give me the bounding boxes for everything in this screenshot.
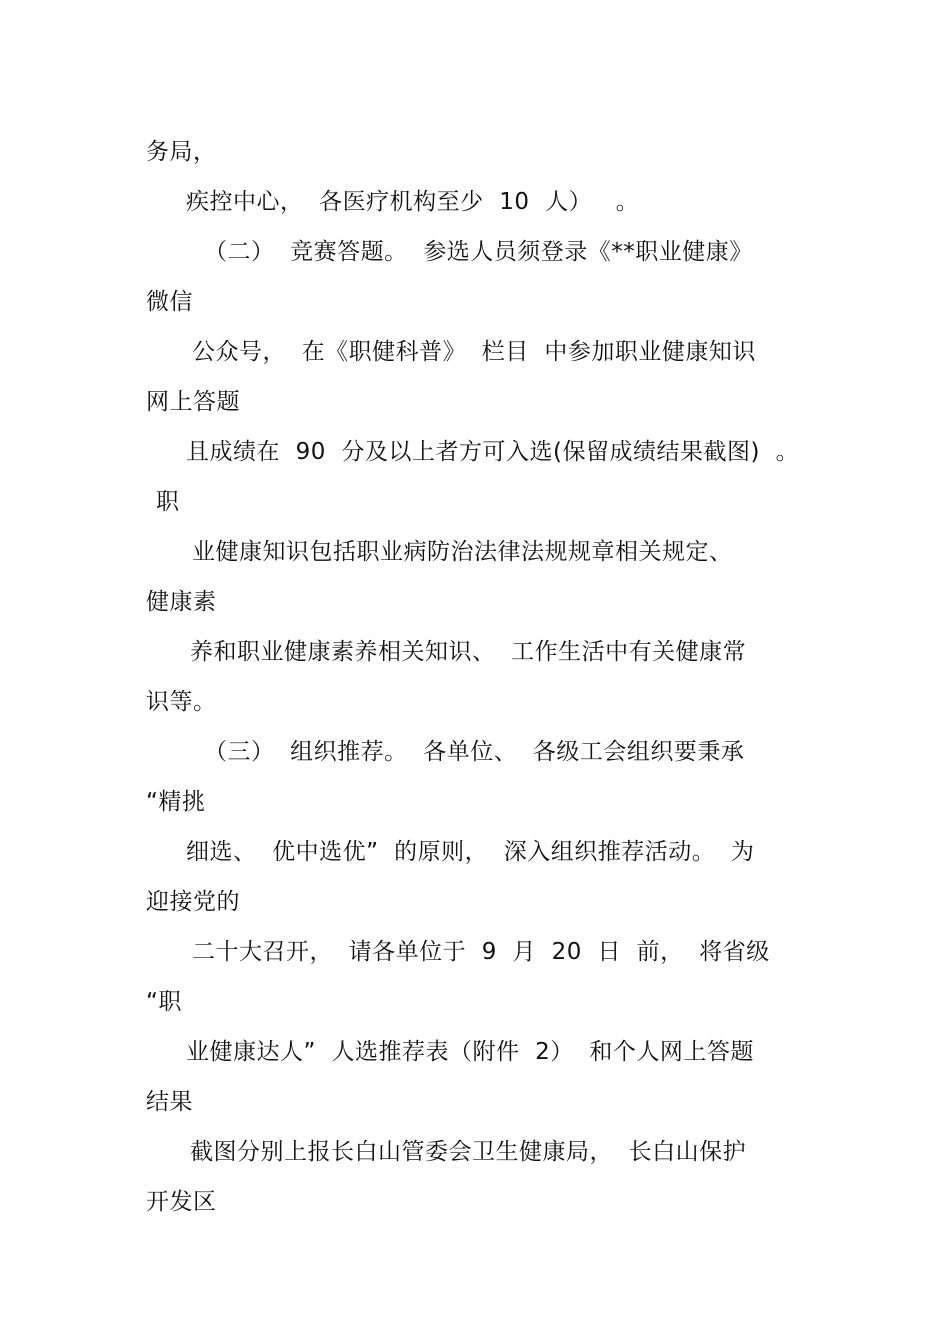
text-line-7: 且成绩在 90 分及以上者方可入选(保留成绩结果截图) 。 bbox=[186, 439, 800, 465]
text-line-12: 识等。 bbox=[146, 689, 217, 715]
text-line-20: 结果 bbox=[146, 1089, 193, 1115]
text-line-21: 截图分别上报长白山管委会卫生健康局， 长白山保护 bbox=[190, 1139, 747, 1165]
text-line-6: 网上答题 bbox=[146, 389, 240, 415]
text-line-19: 业健康达人” 人选推荐表（附件 2） 和个人网上答题 bbox=[186, 1039, 754, 1065]
text-line-5: 公众号， 在《职健科普》 栏目 中参加职业健康知识 bbox=[192, 339, 756, 365]
text-line-1: 务局， bbox=[146, 139, 217, 165]
text-line-10: 健康素 bbox=[146, 589, 217, 615]
text-line-16: 迎接党的 bbox=[146, 889, 240, 915]
text-line-9: 业健康知识包括职业病防治法律法规规章相关规定、 bbox=[192, 539, 733, 565]
text-line-14: “精挑 bbox=[146, 789, 206, 815]
text-line-8: 职 bbox=[156, 489, 180, 515]
text-line-11: 养和职业健康素养相关知识、 工作生活中有关健康常 bbox=[190, 639, 747, 665]
text-line-13: （三） 组织推荐。 各单位、 各级工会组织要秉承 bbox=[204, 739, 745, 765]
text-line-22: 开发区 bbox=[146, 1189, 217, 1215]
text-line-17: 二十大召开， 请各单位于 9 月 20 日 前， 将省级 bbox=[192, 939, 770, 965]
text-line-18: “职 bbox=[146, 989, 182, 1015]
text-line-4: 微信 bbox=[146, 289, 193, 315]
text-line-15: 细选、 优中选优” 的原则， 深入组织推荐活动。 为 bbox=[186, 839, 755, 865]
text-line-2: 疾控中心， 各医疗机构至少 10 人） 。 bbox=[186, 189, 640, 215]
text-line-3: （二） 竞赛答题。 参选人员须登录《**职业健康》 bbox=[204, 239, 753, 265]
